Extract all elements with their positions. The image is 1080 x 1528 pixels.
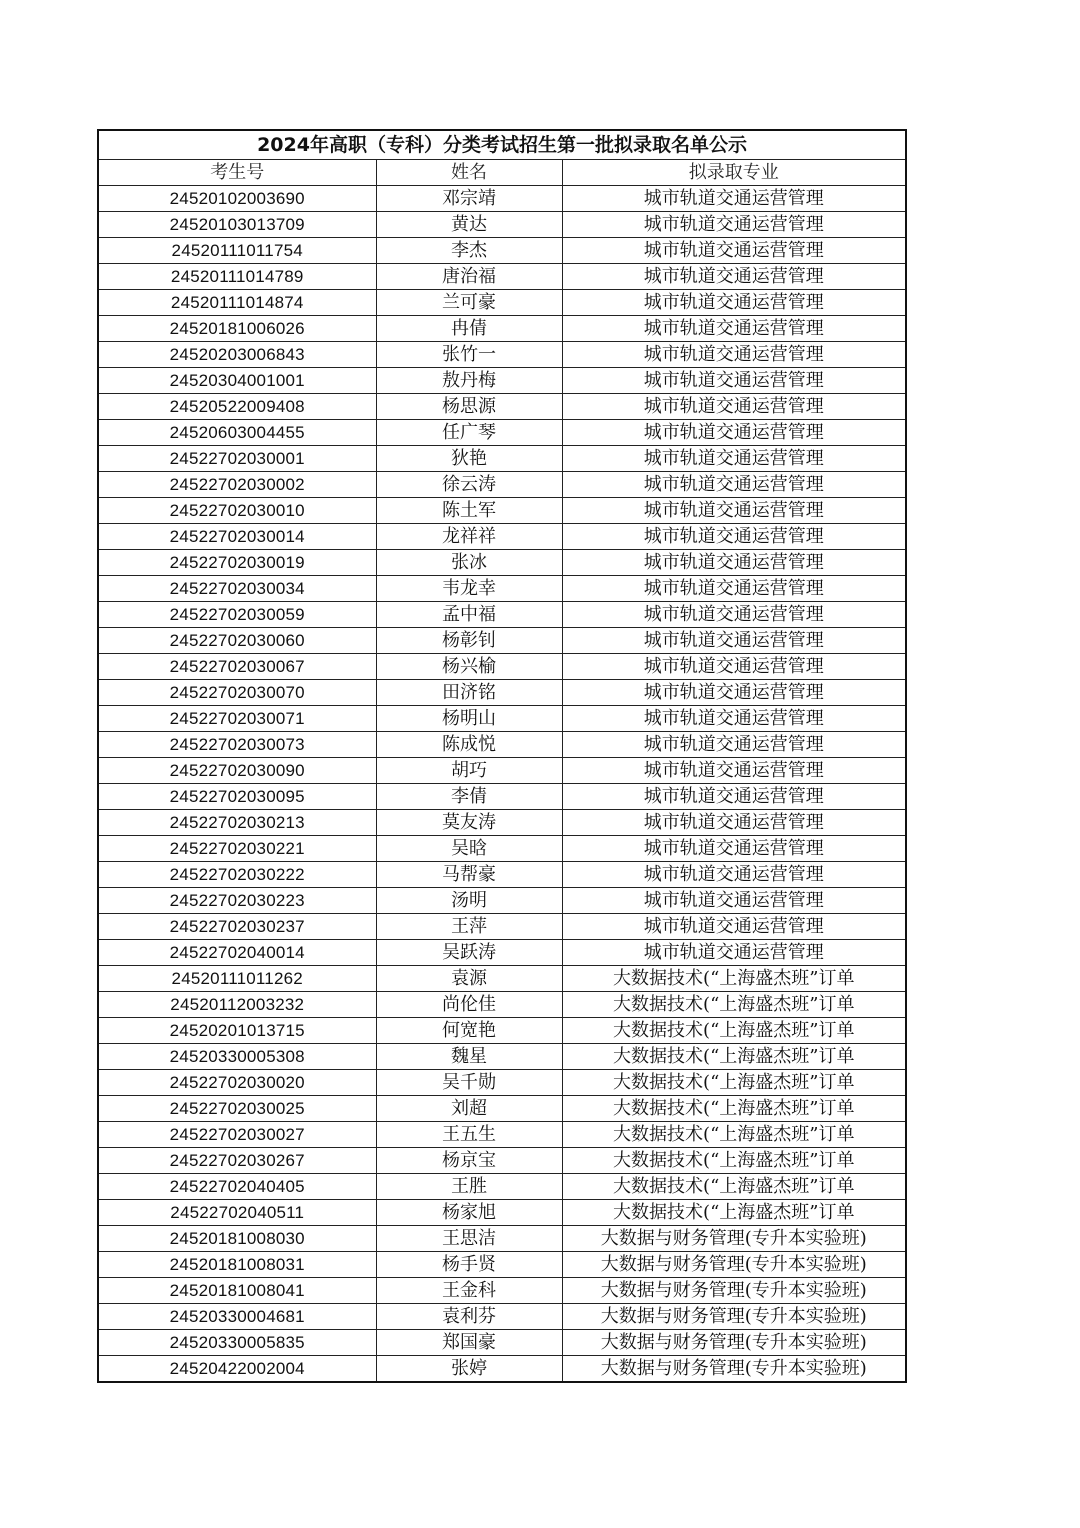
student-name-cell: 韦龙幸: [376, 576, 562, 602]
table-row: [98, 654, 906, 680]
exam-number-cell: 24520201013715: [98, 1018, 376, 1044]
table-row: [98, 394, 906, 420]
exam-number-cell: 24522702030067: [98, 654, 376, 680]
major-cell: 城市轨道交通运营管理: [562, 576, 906, 602]
exam-number-cell: 24522702030071: [98, 706, 376, 732]
student-name-cell: 孟中福: [376, 602, 562, 628]
student-name-cell: 田济铭: [376, 680, 562, 706]
student-name-cell: 杨彰钊: [376, 628, 562, 654]
major-cell: 大数据技术(“上海盛杰班”订单: [562, 1018, 906, 1044]
table-row: [98, 706, 906, 732]
exam-number-cell: 24520111014874: [98, 290, 376, 316]
student-name-cell: 王萍: [376, 914, 562, 940]
student-name-cell: 陈土军: [376, 498, 562, 524]
table-row: [98, 316, 906, 342]
table-row: [98, 1070, 906, 1096]
student-name-cell: 王胜: [376, 1174, 562, 1200]
student-name-cell: 杨兴榆: [376, 654, 562, 680]
major-cell: 城市轨道交通运营管理: [562, 810, 906, 836]
student-name-cell: 吴千勋: [376, 1070, 562, 1096]
major-cell: 城市轨道交通运营管理: [562, 862, 906, 888]
exam-number-cell: 24520111014789: [98, 264, 376, 290]
exam-number-cell: 24520103013709: [98, 212, 376, 238]
student-name-cell: 何宽艳: [376, 1018, 562, 1044]
exam-number-cell: 24522702030090: [98, 758, 376, 784]
admission-list-table: [97, 129, 907, 1383]
table-row: [98, 472, 906, 498]
student-name-cell: 莫友涛: [376, 810, 562, 836]
major-cell: 城市轨道交通运营管理: [562, 836, 906, 862]
student-name-cell: 杨思源: [376, 394, 562, 420]
column-header-name: 姓名: [376, 160, 562, 186]
table-row: [98, 290, 906, 316]
exam-number-cell: 24522702030213: [98, 810, 376, 836]
exam-number-cell: 24522702040405: [98, 1174, 376, 1200]
table-row: [98, 342, 906, 368]
exam-number-cell: 24522702030019: [98, 550, 376, 576]
table-row: [98, 784, 906, 810]
major-cell: 城市轨道交通运营管理: [562, 706, 906, 732]
major-cell: 城市轨道交通运营管理: [562, 472, 906, 498]
table-row: [98, 992, 906, 1018]
exam-number-cell: 24522702030070: [98, 680, 376, 706]
table-row: [98, 1330, 906, 1356]
table-row: [98, 680, 906, 706]
student-name-cell: 胡巧: [376, 758, 562, 784]
student-name-cell: 杨手贤: [376, 1252, 562, 1278]
table-row: [98, 940, 906, 966]
table-row: [98, 368, 906, 394]
exam-number-cell: 24520330005308: [98, 1044, 376, 1070]
table-row: [98, 524, 906, 550]
major-cell: 大数据与财务管理(专升本实验班): [562, 1226, 906, 1252]
exam-number-cell: 24520111011754: [98, 238, 376, 264]
major-cell: 城市轨道交通运营管理: [562, 602, 906, 628]
table-row: [98, 602, 906, 628]
exam-number-cell: 24520330004681: [98, 1304, 376, 1330]
table-row: [98, 420, 906, 446]
exam-number-cell: 24522702030025: [98, 1096, 376, 1122]
table-row: [98, 1304, 906, 1330]
exam-number-cell: 24522702030002: [98, 472, 376, 498]
exam-number-cell: 24520522009408: [98, 394, 376, 420]
major-cell: 城市轨道交通运营管理: [562, 654, 906, 680]
page-title: 2024年高职（专科）分类考试招生第一批拟录取名单公示: [98, 130, 906, 160]
exam-number-cell: 24520181008041: [98, 1278, 376, 1304]
major-cell: 大数据技术(“上海盛杰班”订单: [562, 992, 906, 1018]
exam-number-cell: 24522702030237: [98, 914, 376, 940]
student-name-cell: 兰可豪: [376, 290, 562, 316]
student-name-cell: 杨家旭: [376, 1200, 562, 1226]
student-name-cell: 龙祥祥: [376, 524, 562, 550]
student-name-cell: 唐治福: [376, 264, 562, 290]
table-row: [98, 238, 906, 264]
major-cell: 城市轨道交通运营管理: [562, 394, 906, 420]
exam-number-cell: 24522702030221: [98, 836, 376, 862]
exam-number-cell: 24522702040014: [98, 940, 376, 966]
major-cell: 大数据与财务管理(专升本实验班): [562, 1278, 906, 1304]
table-row: [98, 1252, 906, 1278]
student-name-cell: 冉倩: [376, 316, 562, 342]
table-row: [98, 862, 906, 888]
table-row: [98, 888, 906, 914]
major-cell: 城市轨道交通运营管理: [562, 524, 906, 550]
header-row: [98, 160, 906, 186]
exam-number-cell: 24520603004455: [98, 420, 376, 446]
major-cell: 城市轨道交通运营管理: [562, 238, 906, 264]
major-cell: 城市轨道交通运营管理: [562, 888, 906, 914]
exam-number-cell: 24520112003232: [98, 992, 376, 1018]
student-name-cell: 袁利芬: [376, 1304, 562, 1330]
major-cell: 城市轨道交通运营管理: [562, 446, 906, 472]
student-name-cell: 王五生: [376, 1122, 562, 1148]
student-name-cell: 张婷: [376, 1356, 562, 1383]
major-cell: 大数据技术(“上海盛杰班”订单: [562, 1096, 906, 1122]
table-row: [98, 1044, 906, 1070]
exam-number-cell: 24522702030010: [98, 498, 376, 524]
student-name-cell: 吴跃涛: [376, 940, 562, 966]
major-cell: 城市轨道交通运营管理: [562, 914, 906, 940]
major-cell: 大数据与财务管理(专升本实验班): [562, 1330, 906, 1356]
student-name-cell: 尚伦佳: [376, 992, 562, 1018]
student-name-cell: 黄达: [376, 212, 562, 238]
student-name-cell: 敖丹梅: [376, 368, 562, 394]
table-row: [98, 1096, 906, 1122]
table-row: [98, 732, 906, 758]
major-cell: 城市轨道交通运营管理: [562, 186, 906, 212]
exam-number-cell: 24522702030223: [98, 888, 376, 914]
exam-number-cell: 24522702030095: [98, 784, 376, 810]
student-name-cell: 李倩: [376, 784, 562, 810]
table-row: [98, 1356, 906, 1383]
table-row: [98, 264, 906, 290]
student-name-cell: 吴晗: [376, 836, 562, 862]
major-cell: 城市轨道交通运营管理: [562, 420, 906, 446]
major-cell: 城市轨道交通运营管理: [562, 784, 906, 810]
title-row: [98, 130, 906, 160]
exam-number-cell: 24520181008030: [98, 1226, 376, 1252]
exam-number-cell: 24522702030073: [98, 732, 376, 758]
table-row: [98, 446, 906, 472]
table-row: [98, 1148, 906, 1174]
table-row: [98, 914, 906, 940]
table-row: [98, 1226, 906, 1252]
exam-number-cell: 24522702030267: [98, 1148, 376, 1174]
major-cell: 城市轨道交通运营管理: [562, 680, 906, 706]
exam-number-cell: 24522702030020: [98, 1070, 376, 1096]
major-cell: 大数据技术(“上海盛杰班”订单: [562, 1174, 906, 1200]
major-cell: 城市轨道交通运营管理: [562, 498, 906, 524]
major-cell: 大数据技术(“上海盛杰班”订单: [562, 1200, 906, 1226]
table-row: [98, 836, 906, 862]
student-name-cell: 杨明山: [376, 706, 562, 732]
major-cell: 城市轨道交通运营管理: [562, 940, 906, 966]
exam-number-cell: 24522702030027: [98, 1122, 376, 1148]
student-name-cell: 徐云涛: [376, 472, 562, 498]
major-cell: 大数据技术(“上海盛杰班”订单: [562, 1122, 906, 1148]
student-name-cell: 郑国豪: [376, 1330, 562, 1356]
major-cell: 城市轨道交通运营管理: [562, 290, 906, 316]
student-name-cell: 魏星: [376, 1044, 562, 1070]
major-cell: 大数据与财务管理(专升本实验班): [562, 1356, 906, 1383]
student-name-cell: 汤明: [376, 888, 562, 914]
table-row: [98, 576, 906, 602]
column-header-major: 拟录取专业: [562, 160, 906, 186]
student-name-cell: 王金科: [376, 1278, 562, 1304]
table-row: [98, 1018, 906, 1044]
major-cell: 大数据技术(“上海盛杰班”订单: [562, 1044, 906, 1070]
student-name-cell: 袁源: [376, 966, 562, 992]
major-cell: 城市轨道交通运营管理: [562, 628, 906, 654]
table-row: [98, 186, 906, 212]
major-cell: 大数据技术(“上海盛杰班”订单: [562, 1070, 906, 1096]
major-cell: 城市轨道交通运营管理: [562, 342, 906, 368]
table-row: [98, 810, 906, 836]
table-row: [98, 758, 906, 784]
table-row: [98, 628, 906, 654]
major-cell: 城市轨道交通运营管理: [562, 264, 906, 290]
table-row: [98, 1122, 906, 1148]
student-name-cell: 李杰: [376, 238, 562, 264]
major-cell: 城市轨道交通运营管理: [562, 212, 906, 238]
student-name-cell: 狄艳: [376, 446, 562, 472]
exam-number-cell: 24520422002004: [98, 1356, 376, 1383]
exam-number-cell: 24522702030014: [98, 524, 376, 550]
major-cell: 城市轨道交通运营管理: [562, 368, 906, 394]
major-cell: 大数据与财务管理(专升本实验班): [562, 1252, 906, 1278]
exam-number-cell: 24522702040511: [98, 1200, 376, 1226]
exam-number-cell: 24522702030222: [98, 862, 376, 888]
major-cell: 城市轨道交通运营管理: [562, 758, 906, 784]
major-cell: 大数据技术(“上海盛杰班”订单: [562, 1148, 906, 1174]
exam-number-cell: 24520304001001: [98, 368, 376, 394]
exam-number-cell: 24520203006843: [98, 342, 376, 368]
student-name-cell: 张冰: [376, 550, 562, 576]
exam-number-cell: 24522702030059: [98, 602, 376, 628]
student-name-cell: 陈成悦: [376, 732, 562, 758]
table-row: [98, 550, 906, 576]
student-name-cell: 邓宗靖: [376, 186, 562, 212]
table-row: [98, 498, 906, 524]
exam-number-cell: 24520181008031: [98, 1252, 376, 1278]
major-cell: 城市轨道交通运营管理: [562, 316, 906, 342]
major-cell: 大数据与财务管理(专升本实验班): [562, 1304, 906, 1330]
student-name-cell: 马帮豪: [376, 862, 562, 888]
table-row: [98, 212, 906, 238]
table-row: [98, 1200, 906, 1226]
major-cell: 城市轨道交通运营管理: [562, 732, 906, 758]
exam-number-cell: 24522702030034: [98, 576, 376, 602]
student-name-cell: 王思洁: [376, 1226, 562, 1252]
column-header-id: 考生号: [98, 160, 376, 186]
student-name-cell: 张竹一: [376, 342, 562, 368]
table-row: [98, 1174, 906, 1200]
student-name-cell: 杨京宝: [376, 1148, 562, 1174]
exam-number-cell: 24522702030001: [98, 446, 376, 472]
exam-number-cell: 24520111011262: [98, 966, 376, 992]
table-body: [98, 186, 906, 1383]
student-name-cell: 任广琴: [376, 420, 562, 446]
exam-number-cell: 24520181006026: [98, 316, 376, 342]
table-row: [98, 1278, 906, 1304]
major-cell: 大数据技术(“上海盛杰班”订单: [562, 966, 906, 992]
exam-number-cell: 24520330005835: [98, 1330, 376, 1356]
exam-number-cell: 24522702030060: [98, 628, 376, 654]
major-cell: 城市轨道交通运营管理: [562, 550, 906, 576]
student-name-cell: 刘超: [376, 1096, 562, 1122]
table-row: [98, 966, 906, 992]
exam-number-cell: 24520102003690: [98, 186, 376, 212]
